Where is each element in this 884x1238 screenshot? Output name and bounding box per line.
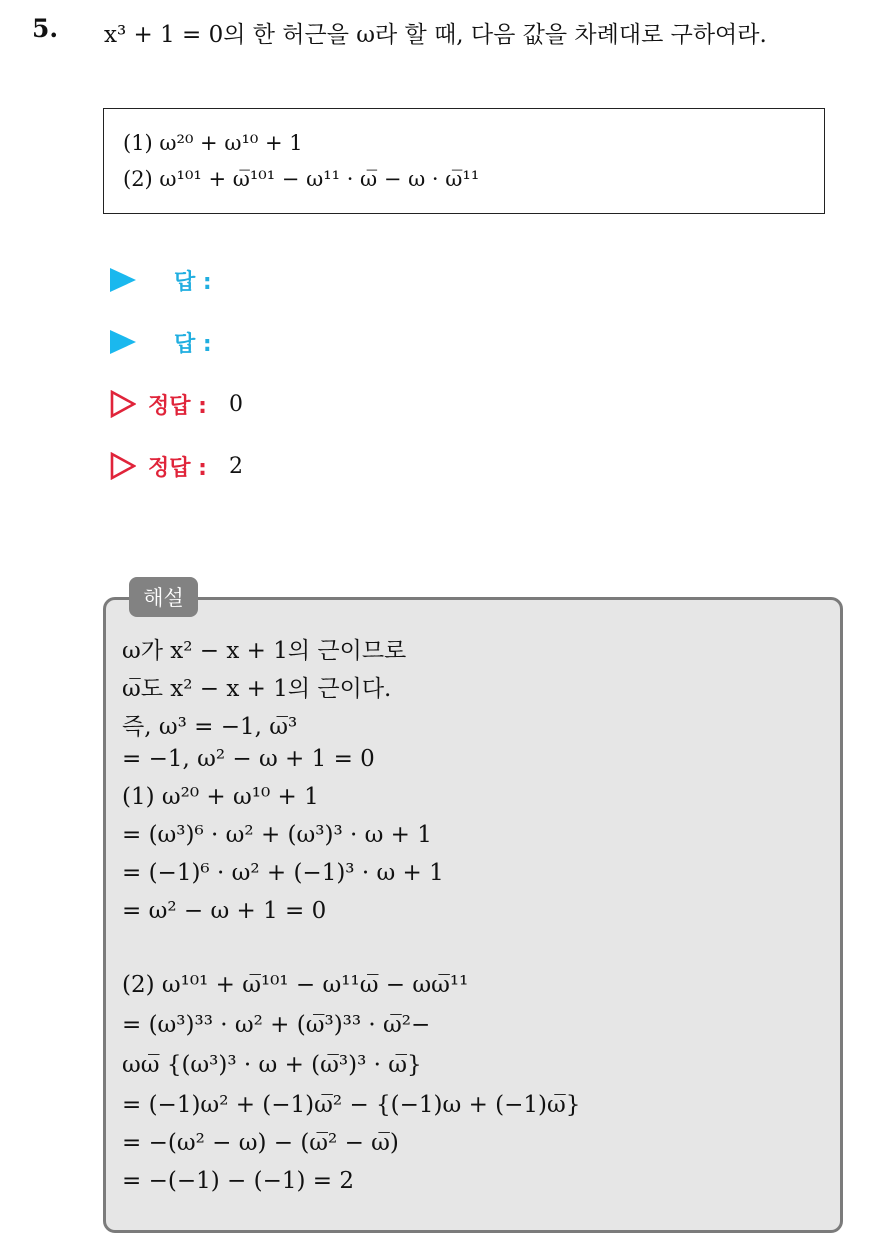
problem-2: (2) ω¹⁰¹ + ω̅¹⁰¹ − ω¹¹ · ω̅ − ω · ω̅¹¹ — [123, 167, 480, 191]
solution-line: = −1, ω² − ω + 1 = 0 — [122, 746, 375, 772]
question-text: x³ + 1 = 0의 한 허근을 ω라 할 때, 다음 값을 차례대로 구하여라. — [104, 22, 767, 48]
outline-arrow-icon — [110, 452, 136, 480]
answer-label: 답 : — [174, 269, 212, 295]
solution-line: = (−1)ω² + (−1)ω̅² − {(−1)ω + (−1)ω̅} — [122, 1092, 581, 1118]
problem-box — [103, 108, 825, 214]
answer-row-1[interactable] — [110, 262, 212, 298]
play-arrow-icon — [110, 330, 136, 354]
answer-label: 답 : — [174, 331, 212, 357]
correct-answer-value: 2 — [228, 453, 243, 479]
play-arrow-icon — [110, 268, 136, 292]
solution-tag: 해설 — [129, 577, 198, 617]
solution-line: (2) ω¹⁰¹ + ω̅¹⁰¹ − ω¹¹ω̅ − ωω̅¹¹ — [122, 972, 469, 998]
solution-line: ωω̅ {(ω³)³ · ω + (ω̅³)³ · ω̅} — [122, 1052, 422, 1078]
solution-line: ω가 x² − x + 1의 근이므로 — [122, 638, 407, 664]
correct-answer-label: 정답 : — [148, 455, 207, 481]
problem-1: (1) ω²⁰ + ω¹⁰ + 1 — [123, 131, 303, 155]
outline-arrow-icon — [110, 390, 136, 418]
question-number: 5. — [32, 14, 59, 43]
correct-answer-row-1 — [110, 386, 243, 422]
correct-answer-label: 정답 : — [148, 393, 207, 419]
correct-answer-value: 0 — [228, 391, 243, 417]
solution-line: 즉, ω³ = −1, ω̅³ — [122, 714, 298, 740]
solution-line: = (ω³)⁶ · ω² + (ω³)³ · ω + 1 — [122, 822, 432, 848]
solution-line: (1) ω²⁰ + ω¹⁰ + 1 — [122, 784, 319, 810]
answer-row-2[interactable] — [110, 324, 212, 360]
correct-answer-row-2 — [110, 448, 243, 484]
solution-line: = (ω³)³³ · ω² + (ω̅³)³³ · ω̅²− — [122, 1012, 431, 1038]
solution-line: ω̅도 x² − x + 1의 근이다. — [122, 676, 392, 702]
solution-line: = ω² − ω + 1 = 0 — [122, 898, 327, 924]
solution-line: = −(−1) − (−1) = 2 — [122, 1168, 354, 1194]
solution-line: = −(ω² − ω) − (ω̅² − ω̅) — [122, 1130, 399, 1156]
solution-line: = (−1)⁶ · ω² + (−1)³ · ω + 1 — [122, 860, 444, 886]
